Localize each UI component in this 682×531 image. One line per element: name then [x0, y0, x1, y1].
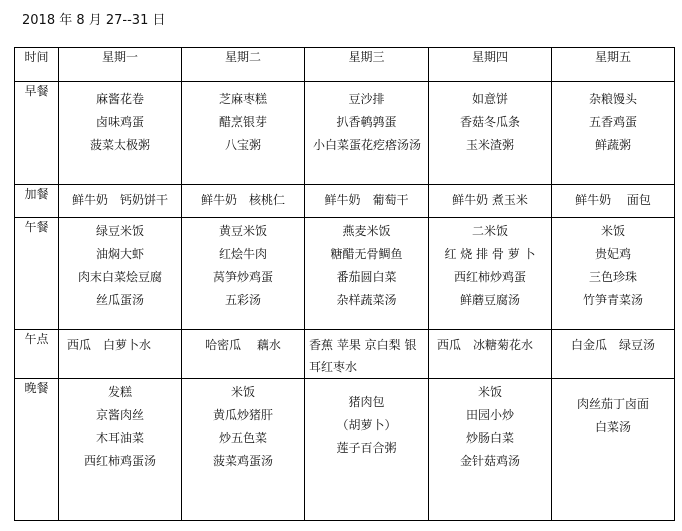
cell-dinner-mon: [59, 379, 182, 521]
menu-item: 发糕: [107, 385, 132, 399]
weekly-menu-table: [14, 47, 675, 521]
header-wednesday: 星期三: [305, 48, 429, 82]
cell-extra-mon: [59, 185, 182, 218]
menu-item: 麻酱花卷: [95, 92, 144, 106]
row-label-breakfast: 早餐: [15, 82, 59, 185]
cell-dinner-fri: [552, 379, 675, 521]
cell-dinner-wed: [305, 379, 429, 521]
date-heading: 2018 年 8 月 27--31 日: [22, 13, 166, 28]
menu-item: 米饭: [600, 224, 625, 238]
cell-extra-thu: [429, 185, 552, 218]
menu-item: 贵妃鸡: [594, 247, 631, 261]
cell-dinner-tue: [182, 379, 305, 521]
menu-item: 五香鸡蛋: [588, 115, 637, 129]
row-label-afternoon-snack: 午点: [15, 330, 59, 379]
menu-item: 米饭: [477, 385, 502, 399]
row-extra-meal: [15, 185, 675, 218]
menu-item: 西瓜 白萝卜水: [67, 338, 152, 352]
menu-item: 白金瓜 绿豆汤: [570, 338, 655, 352]
row-lunch: [15, 218, 675, 330]
cell-breakfast-thu: [429, 82, 552, 185]
menu-item: 杂样蔬菜汤: [336, 293, 397, 307]
menu-item: 鲜蘑豆腐汤: [459, 293, 520, 307]
cell-extra-fri: [552, 185, 675, 218]
menu-item: 二米饭: [471, 224, 508, 238]
header-friday: 星期五: [552, 48, 675, 82]
menu-item: 五彩汤: [224, 293, 261, 307]
row-label-lunch: 午餐: [15, 218, 59, 330]
menu-item: 菠菜鸡蛋汤: [212, 454, 273, 468]
menu-item: 鲜蔬粥: [594, 138, 631, 152]
menu-item: 黄瓜炒猪肝: [212, 408, 273, 422]
menu-item: 鲜牛奶 面包: [575, 193, 651, 207]
menu-item: 木耳油菜: [95, 431, 144, 445]
header-row: [15, 48, 675, 82]
menu-item: 鲜牛奶 葡萄干: [324, 193, 409, 207]
row-dinner: [15, 379, 675, 521]
header-monday: 星期一: [59, 48, 182, 82]
header-time: 时间: [15, 48, 59, 82]
menu-item: 炒五色菜: [218, 431, 267, 445]
header-tuesday: 星期二: [182, 48, 305, 82]
cell-afternoon-thu: [429, 330, 552, 379]
cell-breakfast-mon: [59, 82, 182, 185]
menu-item: 丝瓜蛋汤: [95, 293, 144, 307]
cell-lunch-mon: [59, 218, 182, 330]
cell-afternoon-tue: [182, 330, 305, 379]
menu-item: 猪肉包: [348, 395, 385, 409]
menu-item: 香菇冬瓜条: [459, 115, 520, 129]
menu-item: 醋烹银芽: [218, 115, 267, 129]
menu-item: 卤味鸡蛋: [95, 115, 144, 129]
menu-item: 鲜牛奶 核桃仁: [200, 193, 285, 207]
cell-breakfast-tue: [182, 82, 305, 185]
menu-item: 竹笋青菜汤: [582, 293, 643, 307]
cell-breakfast-fri: [552, 82, 675, 185]
menu-item: 红 烧 排 骨 萝 卜: [444, 247, 536, 261]
menu-item: 鲜牛奶 钙奶饼干: [71, 193, 168, 207]
menu-item: 番茄圆白菜: [336, 270, 397, 284]
menu-item: 哈密瓜 藕水: [205, 338, 281, 352]
menu-item: 肉末白菜烩豆腐: [77, 270, 162, 284]
cell-extra-tue: [182, 185, 305, 218]
menu-item: 京酱肉丝: [95, 408, 144, 422]
row-afternoon-snack: [15, 330, 675, 379]
menu-item: 炒肠白菜: [465, 431, 514, 445]
cell-lunch-fri: [552, 218, 675, 330]
menu-item: 西红柿炒鸡蛋: [453, 270, 526, 284]
cell-afternoon-mon: [59, 330, 182, 379]
menu-item: 米饭: [230, 385, 255, 399]
cell-dinner-thu: [429, 379, 552, 521]
menu-item: 肉丝茄丁卤面: [576, 397, 649, 411]
menu-item: 八宝粥: [224, 138, 261, 152]
menu-item: 白菜汤: [594, 420, 631, 434]
cell-extra-wed: [305, 185, 429, 218]
menu-item: 绿豆米饭: [95, 224, 144, 238]
menu-item: 扒香鹌鹑蛋: [336, 115, 397, 129]
menu-item: 金针菇鸡汤: [459, 454, 520, 468]
menu-item: 燕麦米饭: [342, 224, 391, 238]
menu-item: 黄豆米饭: [218, 224, 267, 238]
menu-item: 三色珍珠: [588, 270, 637, 284]
menu-item: 西瓜 冰糖菊花水: [437, 338, 534, 352]
menu-item: 香蕉 苹果 京白梨 银耳红枣水: [309, 338, 417, 374]
cell-lunch-thu: [429, 218, 552, 330]
menu-item: 芝麻枣糕: [218, 92, 267, 106]
header-thursday: 星期四: [429, 48, 552, 82]
cell-breakfast-wed: [305, 82, 429, 185]
cell-afternoon-wed: [305, 330, 429, 379]
menu-item: 豆沙排: [348, 92, 385, 106]
row-label-dinner: 晚餐: [15, 379, 59, 521]
menu-item: 红烩牛肉: [218, 247, 267, 261]
cell-afternoon-fri: [552, 330, 675, 379]
menu-item: 杂粮馒头: [588, 92, 637, 106]
menu-item: 玉米渣粥: [465, 138, 514, 152]
menu-item: 油焖大虾: [95, 247, 144, 261]
cell-lunch-wed: [305, 218, 429, 330]
menu-item: 糖醋无骨鲷鱼: [330, 247, 403, 261]
menu-item: 莲子百合粥: [336, 441, 397, 455]
menu-item: 西红柿鸡蛋汤: [83, 454, 156, 468]
row-breakfast: [15, 82, 675, 185]
menu-item: 菠菜太极粥: [89, 138, 150, 152]
cell-lunch-tue: [182, 218, 305, 330]
menu-item: 鲜牛奶 煮玉米: [452, 193, 528, 207]
menu-item: 如意饼: [471, 92, 508, 106]
menu-item: 莴笋炒鸡蛋: [212, 270, 273, 284]
menu-item: 小白菜蛋花疙瘩汤汤: [313, 138, 422, 152]
menu-item: （胡萝卜）: [336, 418, 397, 432]
row-label-extra-meal: 加餐: [15, 185, 59, 218]
menu-item: 田园小炒: [465, 408, 514, 422]
